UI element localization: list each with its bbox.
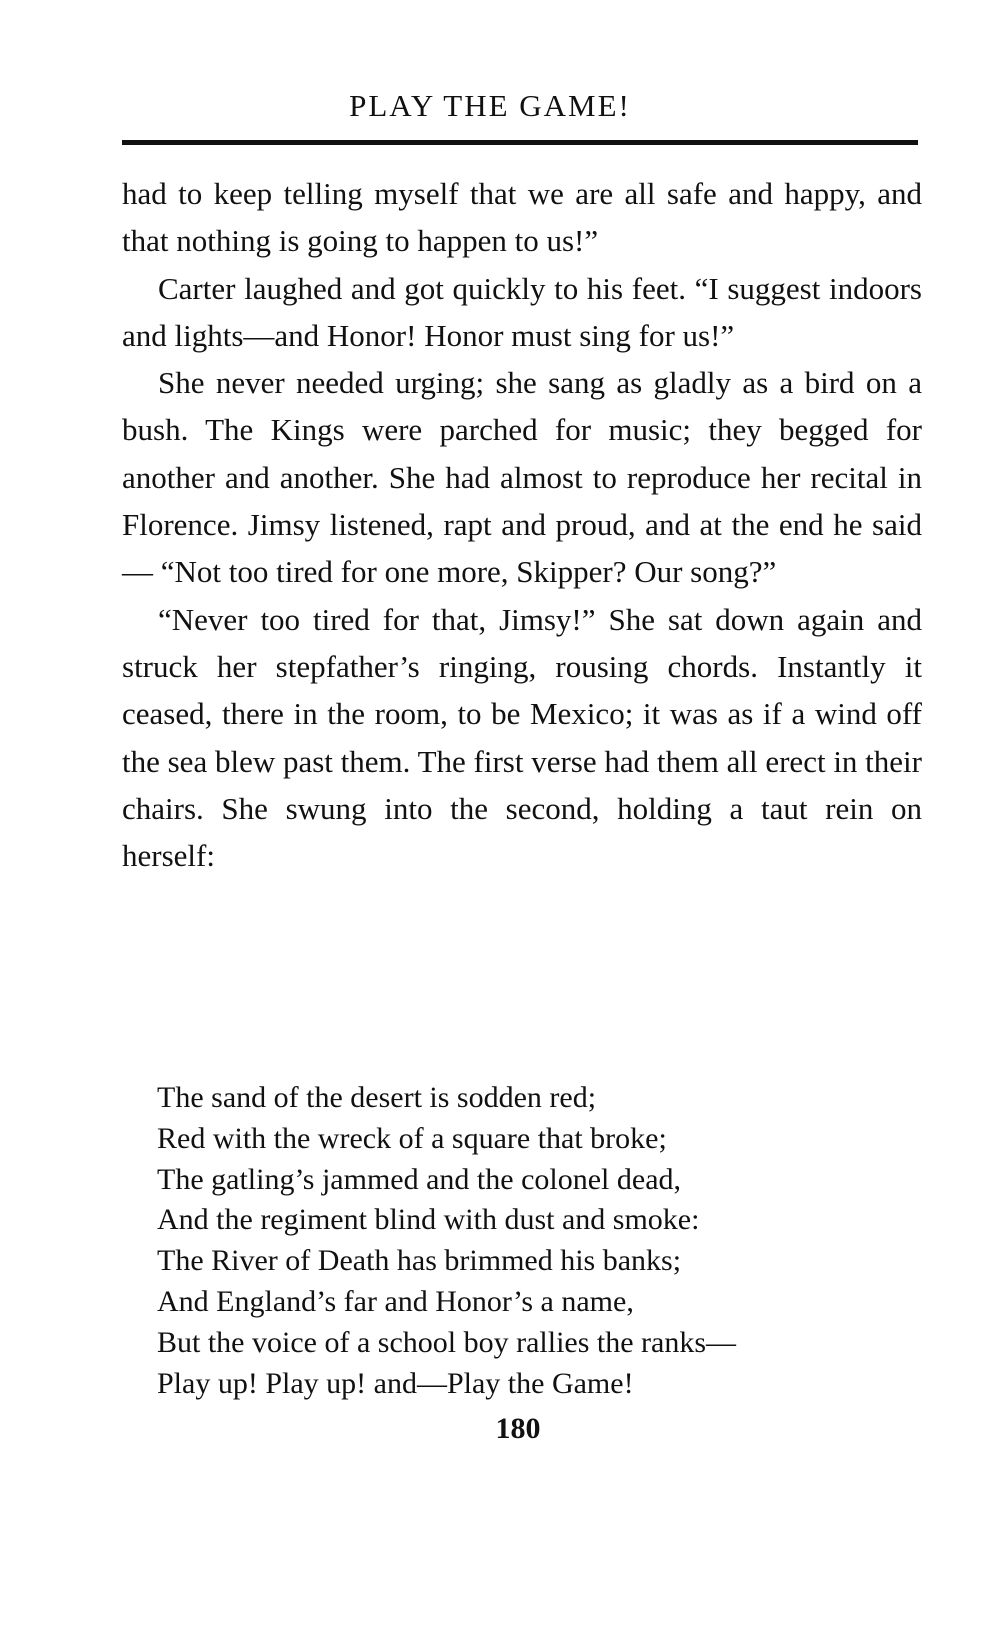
- poem-line-3: The gatling’s jammed and the colonel dead,: [157, 1162, 682, 1196]
- paragraph-2: Carter laughed and got quickly to his feet. “I suggest indoors and lights—and Honor! Honor must sing for us!”: [122, 270, 922, 353]
- poem-line-7: But the voice of a school boy rallies the ranks—: [157, 1325, 737, 1359]
- paragraph-4: “Never too tired for that, Jimsy!” She sat down again and struck her stepfather’s ringing, rousing chords. Instantly it ceased, there in the room, to be Mexico; it was as if a wind off the sea blew past them. The first verse had them all erect in their chairs. She swung into the second, holding a taut rein on herself:: [122, 601, 922, 874]
- poem-line-5: The River of Death has brimmed his banks;: [157, 1244, 682, 1278]
- poem-line-1: The sand of the desert is sodden red;: [157, 1081, 597, 1114]
- header-rule: [122, 140, 918, 145]
- paragraph-3: She never needed urging; she sang as gladly as a bird on a bush. The Kings were parched for music; they begged for another and another. She had almost to reproduce her recital in Florence. Jimsy listened, rapt and proud, and at the end he said— “Not too tired for one more, Skipper? Our song?”: [122, 365, 922, 590]
- poem-line-6: And England’s far and Honor’s a name,: [157, 1284, 634, 1318]
- running-head: PLAY THE GAME!: [349, 88, 631, 123]
- body-text: [122, 170, 922, 879]
- poem-stanza: [157, 1078, 917, 1404]
- poem-line-2: Red with the wreck of a square that broke;: [157, 1121, 667, 1155]
- poem-line-8: Play up! Play up! and—Play the Game!: [157, 1366, 634, 1400]
- page-number: 180: [495, 1412, 541, 1445]
- poem-line-4: And the regiment blind with dust and smoke:: [157, 1203, 700, 1237]
- paragraph-1: had to keep telling myself that we are all safe and happy, and that nothing is going to happen to us!”: [122, 176, 922, 259]
